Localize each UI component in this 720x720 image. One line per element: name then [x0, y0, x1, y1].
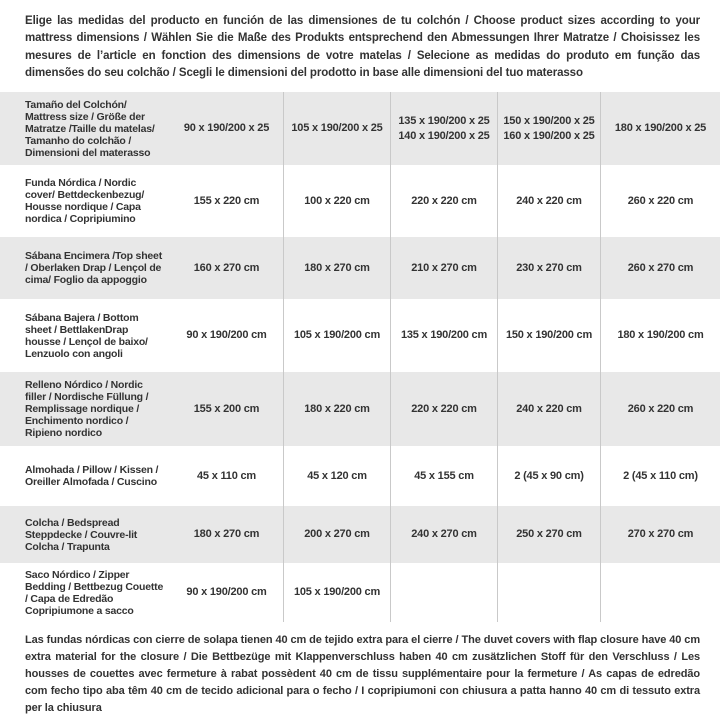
size-value: 155 x 200 cm: [193, 402, 260, 415]
size-cell: [283, 237, 390, 299]
size-cell: [600, 92, 720, 165]
size-cell: [283, 165, 390, 237]
size-value: 150 x 190/200 x 25: [503, 114, 595, 127]
size-cell: [170, 372, 283, 446]
size-value: 180 x 190/200 x 25: [614, 122, 707, 134]
size-value: 260 x 220 cm: [627, 402, 694, 415]
row-label: Colcha / Bedspread Steppdecke / Couvre-lit Colcha / Trapunta: [25, 516, 138, 553]
size-value: 220 x 220 cm: [411, 402, 477, 415]
row-label: Relleno Nórdico / Nordic filler / Nordische Füllung / Remplissage nordique / Enchimento nordico / Ripieno nordico: [25, 379, 149, 439]
size-cell: [283, 299, 390, 372]
size-cell: [170, 563, 283, 622]
size-cell: [283, 92, 390, 165]
row-label: Sábana Encimera /Top sheet / Oberlaken Drap / Lençol de cima/ Foglio da appoggio: [25, 250, 162, 286]
size-cell: [497, 563, 600, 622]
size-value: 180 x 190/200 cm: [617, 329, 704, 341]
table-row: [0, 446, 720, 506]
size-cell: [600, 446, 720, 506]
size-cell: [390, 92, 497, 165]
size-cell: [600, 372, 720, 446]
size-cell: [390, 506, 497, 563]
size-value: 105 x 190/200 x 25: [291, 122, 383, 134]
size-value: 220 x 220 cm: [411, 194, 477, 207]
size-cell: [600, 563, 720, 622]
size-cell: [497, 372, 600, 446]
size-cell: [170, 165, 283, 237]
row-label: Tamaño del Colchón/ Mattress size / Größe der Matratze /Taille du matelas/ Tamanho do colchão / Dimensioni del materasso: [25, 98, 155, 159]
size-cell: [390, 372, 497, 446]
table-row: [0, 237, 720, 299]
table-row: [0, 563, 720, 622]
row-label: Almohada / Pillow / Kissen / Oreiller Almofada / Cuscino: [25, 464, 159, 488]
size-cell: [170, 506, 283, 563]
size-cell: [170, 237, 283, 299]
size-cell: [497, 92, 600, 165]
size-value: 105 x 190/200 cm: [293, 329, 381, 341]
footer-note: Las fundas nórdicas con cierre de solapa tienen 40 cm de tejido extra para el cierre / The duvet covers with flap closure have 40 cm extra material for the closure / Die Bettbezüge mit Klappenverschluss haben 40 cm zusätzlichen Stoff für den Verschluss / Les housses de couettes avec fermeture à rabat possèdent 40 cm de tissu supplémentaire pour la fermeture / As capas de edredão com fecho tipo aba têm 40 cm de tecido adicional para o fecho / I copripiumoni con chiusura a patta hanno 40 cm di tessuto extra per la chiusura: [25, 634, 700, 715]
size-value: 105 x 190/200 cm: [293, 586, 381, 598]
size-value: 240 x 220 cm: [516, 402, 582, 415]
size-cell: [390, 299, 497, 372]
size-value: 155 x 220 cm: [193, 194, 260, 207]
size-value: 230 x 270 cm: [516, 261, 582, 274]
size-value: 2 (45 x 110 cm): [623, 469, 698, 482]
size-cell: [170, 446, 283, 506]
intro-text: Elige las medidas del producto en función de las dimensiones de tu colchón / Choose product sizes according to your mattress dimensions / Wählen Sie die Maße des Produkts entsprechend den Abmessungen Ihrer Matratze / Choisissez les mesures de l’article en fonction des dimensions de votre matelas / Selecione as medidas do produto em função das dimensões do seu colchão / Scegli le dimensioni del prodotto in base alle dimensioni del tuo materasso: [25, 15, 700, 79]
size-cell: [170, 299, 283, 372]
size-cell: [283, 372, 390, 446]
size-value: 140 x 190/200 x 25: [398, 129, 490, 142]
size-value: 150 x 190/200 cm: [505, 329, 593, 341]
size-cell: [497, 165, 600, 237]
size-value: 240 x 270 cm: [411, 528, 477, 540]
row-label: Sábana Bajera / Bottom sheet / BettlakenDrap housse / Lençol de baixo/ Lenzuolo con angoli: [25, 311, 148, 360]
size-cell: [600, 237, 720, 299]
size-value: 45 x 120 cm: [307, 469, 367, 482]
size-value: 260 x 270 cm: [627, 261, 694, 274]
table-row: [0, 506, 720, 563]
size-value: 250 x 270 cm: [516, 528, 582, 540]
size-value: 45 x 110 cm: [197, 469, 256, 482]
size-cell: [497, 446, 600, 506]
table-row: [0, 299, 720, 372]
size-value: 240 x 220 cm: [516, 194, 582, 207]
size-cell: [390, 237, 497, 299]
size-cell: [600, 506, 720, 563]
size-cell: [390, 446, 497, 506]
size-cell: [497, 299, 600, 372]
size-value: 180 x 220 cm: [304, 402, 370, 415]
size-value: 160 x 270 cm: [193, 261, 260, 274]
size-cell: [283, 446, 390, 506]
table-row: [0, 372, 720, 446]
size-value: 90 x 190/200 cm: [186, 586, 267, 598]
size-value: 135 x 190/200 cm: [400, 329, 488, 341]
size-cell: [390, 563, 497, 622]
row-label: Funda Nórdica / Nordic cover/ Bettdeckenbezug/ Housse nordique / Capa nordica / Copripiumino: [25, 177, 145, 225]
size-value: 45 x 155 cm: [414, 469, 474, 482]
size-cell: [283, 506, 390, 563]
size-value: 210 x 270 cm: [411, 261, 477, 274]
size-value: 90 x 190/200 cm: [186, 329, 267, 341]
size-cell: [283, 563, 390, 622]
size-cell: [170, 92, 283, 165]
size-value: 260 x 220 cm: [627, 194, 694, 207]
size-value: 90 x 190/200 x 25: [183, 122, 270, 134]
size-table: [0, 92, 720, 622]
size-cell: [497, 237, 600, 299]
size-cell: [600, 299, 720, 372]
size-value: 160 x 190/200 x 25: [503, 129, 595, 142]
size-value: 135 x 190/200 x 25: [398, 114, 490, 127]
size-value: 200 x 270 cm: [304, 528, 370, 540]
size-value: 270 x 270 cm: [627, 528, 694, 540]
size-cell: [600, 165, 720, 237]
table-row: [0, 92, 720, 165]
table-row: [0, 165, 720, 237]
size-cell: [390, 165, 497, 237]
size-value: 180 x 270 cm: [193, 528, 260, 540]
row-label: Saco Nórdico / Zipper Bedding / Bettbezug Couette / Capa de Edredão Copripiumone a sacco: [25, 568, 164, 617]
size-value: 100 x 220 cm: [304, 194, 370, 207]
size-cell: [497, 506, 600, 563]
size-value: 180 x 270 cm: [304, 261, 370, 274]
size-value: 2 (45 x 90 cm): [514, 469, 584, 482]
